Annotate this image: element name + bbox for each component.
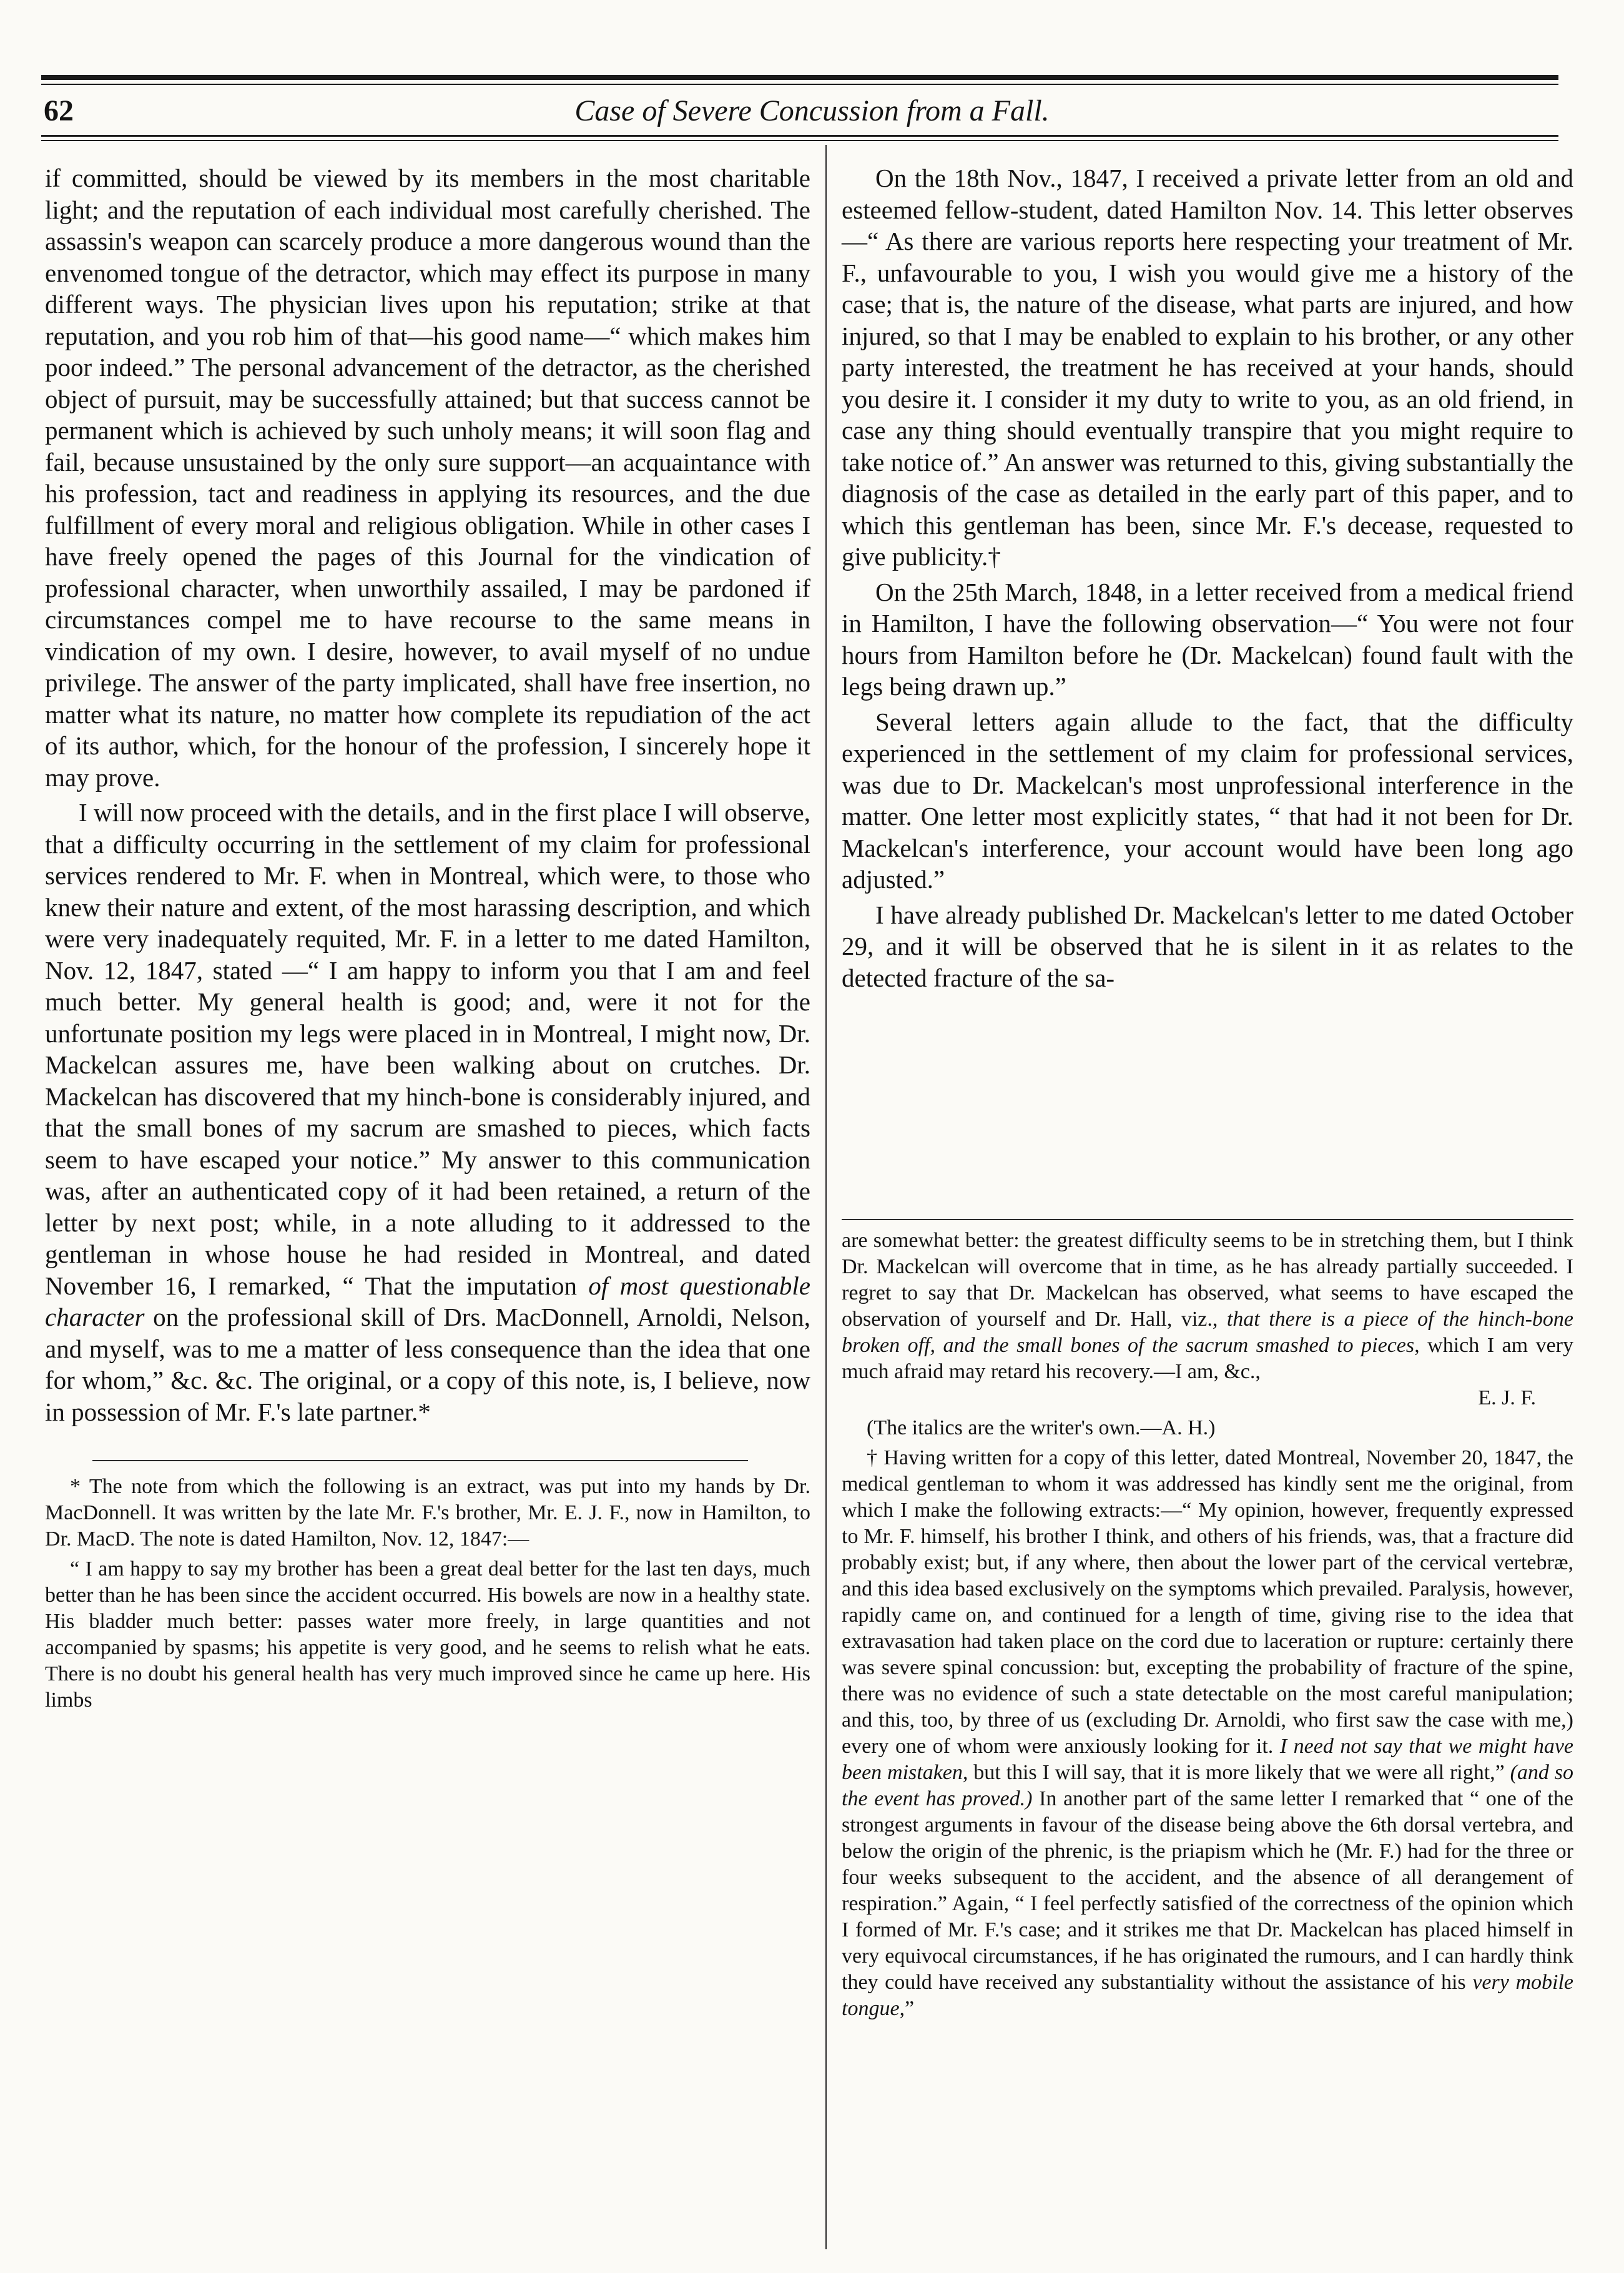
left-paragraph-2-tail: on the professional skill of Drs. MacDonnell, Arnoldi, Nelson, and myself, was to me a matter of less consequence than the idea that one for whom,” &c. &c. The original, or a copy of this note, is, I believe, now in possession of Mr. F.'s late partner.*: [45, 1303, 810, 1426]
footnote-continuation-start: are somewhat better: the greatest difficulty seems to be in stretching them, but I think Dr. Mackelcan will overcome that in time, as he has already partially succeeded. I regret to say that Dr. Mackelcan has observed, what seems to have escaped the observation of yourself and Dr. Hall, viz.,: [842, 1229, 1573, 1331]
dagger-footnote-close: ”: [905, 1997, 915, 2020]
right-paragraph-3: Several letters again allude to the fact, that the difficulty experienced in the settlement of my claim for professional services, was due to Dr. Mackelcan's most unprofessional interference in the matter. One letter most explicitly states, “ that had it not been for Dr. Mackelcan's interference, your account would have been long ago adjusted.”: [842, 707, 1573, 894]
left-footnote: [45, 1474, 810, 1717]
footnote-italics-note: (The italics are the writer's own.—A. H.): [867, 1416, 1216, 1439]
left-paragraph-2-text: I will now proceed with the details, and in the first place I will observe, that a difficulty occurring in the settlement of my claim for professional services rendered to Mr. F. when in Montreal, which were, to those who knew their nature and extent, of the most harassing description, and which were very inadequately requited, Mr. F. in a letter to me dated Hamilton, Nov. 12, 1847, stated —“ I am happy to inform you that I am and feel much better. My general health is good; and, were it not for the unfortunate position my legs were placed in in Montreal, I might now, Dr. Mackelcan assures me, have been walking about on crutches. Dr. Mackelcan has discovered that my hinch-bone is considerably injured, and that the small bones of my sacrum are smashed to pieces, which facts seem to have escaped your notice.” My answer to this communication was, after an authenticated copy of it had been retained, a return of the letter by next post; while, in a note alluding to it addressed to the gentleman in whose house he had resided in Montreal, and dated November 16, I remarked, “ That the imputation: [45, 798, 810, 1300]
left-footnote-rule: [92, 1460, 748, 1461]
footnote-continuation-italic: that there is a piece of the hinch-bone broken off, and the small bones of the sacrum smashed to pieces,: [842, 1308, 1574, 1357]
right-column: [842, 162, 1573, 997]
left-footnote-intro: * The note from which the following is an extract, was put into my hands by Dr. MacDonnell. It was written by the late Mr. F.'s brother, Mr. E. J. F., now in Hamilton, to Dr. MacD. The note is dated Hamilton, Nov. 12, 1847:—: [45, 1475, 810, 1551]
dagger-footnote-italic-3: very mobile tongue,: [842, 1971, 1574, 2020]
dagger-footnote-italic-2: (and so the event has proved.): [842, 1761, 1574, 1810]
top-thin-rule: [41, 84, 1558, 85]
right-paragraph-2: On the 25th March, 1848, in a letter received from a medical friend in Hamilton, I have the following observation—“ You were not four hours from Hamilton before he (Dr. Mackelcan) found fault with the legs being drawn up.”: [842, 577, 1573, 701]
header-rule: [41, 135, 1558, 137]
footnote-continuation-end: which I am very much afraid may retard his recovery.—I am, &c.,: [842, 1334, 1573, 1383]
left-italic-phrase: of most questionable character: [45, 1271, 811, 1331]
top-heavy-rule: [41, 75, 1558, 80]
dagger-footnote-italic-1: I need not say that we might have been mistaken,: [842, 1735, 1574, 1784]
column-divider: [825, 145, 827, 2249]
left-paragraph-2: [45, 797, 810, 1427]
running-title: Case of Severe Concussion from a Fall.: [574, 94, 1050, 127]
left-column: [45, 162, 810, 1431]
page-number: 62: [44, 94, 74, 127]
right-paragraph-4: I have already published Dr. Mackelcan's letter to me dated October 29, and it will be observed that he is silent in it as relates to the detected fracture of the sa-: [842, 900, 1573, 992]
right-paragraph-1: On the 18th Nov., 1847, I received a private letter from an old and esteemed fellow-student, dated Hamilton Nov. 14. This letter observes—“ As there are various reports here respecting your treatment of Mr. F., unfavourable to you, I wish you would give me a history of the case; that is, the nature of the disease, what parts are injured, and how injured, so that I may be enabled to explain to his brother, or any other party interested, the treatment he has received at your hands, should you desire it. I consider it my duty to write to you, as an old friend, in case any thing should eventually transpire that you might require to take notice of.” An answer was returned to this, giving substantially the diagnosis of the case as detailed in the early part of this paper, and to which this gentleman has been, since Mr. F.'s decease, requested to give publicity.†: [842, 164, 1573, 571]
left-footnote-quote: “ I am happy to say my brother has been a great deal better for the last ten days, much better than he has been since the accident occurred. His bowels are now in a healthy state. His bladder much better: passes water more freely, in large quantities and not accompanied by spasms; his appetite is very good, and he seems to relish what he eats. There is no doubt his general health has very much improved since he came up here. His limbs: [45, 1557, 810, 1712]
dagger-footnote-end: In another part of the same letter I remarked that “ one of the strongest arguments in favour of the disease being above the 6th dorsal vertebra, and below the origin of the phrenic, is the priapism which he (Mr. F.) had for the three or four weeks subsequent to the accident, and the absence of all derangement of respiration.” Again, “ I feel perfectly satisfied of the correctness of the opinion which I formed of Mr. F.'s case; and it strikes me that Dr. Mackelcan has placed himself in very equivocal circumstances, if he has originated the rumours, and I can hardly think they could have received any substantiality without the assistance of his: [842, 1787, 1574, 1994]
right-footnote-rule: [842, 1219, 1573, 1220]
left-paragraph-1: if committed, should be viewed by its members in the most charitable light; and the reputation of each individual most carefully cherished. The assassin's weapon can scarcely produce a more dangerous wound than the envenomed tongue of the detractor, which may effect its purpose in many different ways. The physician lives upon his reputation; strike at that reputation, and you rob him of that—his good name—“ which makes him poor indeed.” The personal advancement of the detractor, as the cherished object of pursuit, may be successfully attained; but that success cannot be permanent which is achieved by such unholy means; it will soon flag and fail, because unsustained by the only sure support—an acquaintance with his profession, tact and readiness in applying its resources, and the due fulfillment of every moral and religious obligation. While in other cases I have freely opened the pages of this Journal for the vindication of professional character, when unworthily assailed, I may be pardoned if circumstances compel me to have recourse to the same means in vindication of my own. I desire, however, to avail myself of no undue privilege. The answer of the party implicated, shall have free insertion, no matter what its nature, no matter how complete its repudiation of the act of its author, which, for the honour of the profession, I sincerely hope it may prove.: [45, 164, 810, 792]
header-rule-thin: [41, 140, 1558, 141]
dagger-footnote: [842, 1445, 1573, 2022]
dagger-footnote-mid: but this I will say, that it is more likely that we were all right,”: [973, 1761, 1505, 1784]
dagger-footnote-start: † Having written for a copy of this letter, dated Montreal, November 20, 1847, the medical gentleman to whom it was addressed has kindly sent me the original, from which I make the following extracts:—“ My opinion, however, frequently expressed to Mr. F. himself, his brother I think, and others of his friends, was, that a fracture did probably exist; but, if any where, then about the lower part of the cervical vertebræ, and this idea based exclusively on the symptoms which prevailed. Paralysis, however, rapidly came on, and continued for a length of time, giving rise to the idea that extravasation had taken place on the cord due to laceration or rupture: certainly there was severe spinal concussion: but, excepting the probability of fracture of the spine, there was no evidence of such a state detectable on the most careful manipulation; and this, too, by three of us (excluding Dr. Arnoldi, who first saw the case with me,) every one of whom were anxiously looking for it.: [842, 1446, 1573, 1758]
right-footnotes: [842, 1228, 1573, 2026]
footnote-signature: E. J. F.: [1478, 1386, 1536, 1409]
footnote-continuation: [842, 1228, 1573, 1411]
